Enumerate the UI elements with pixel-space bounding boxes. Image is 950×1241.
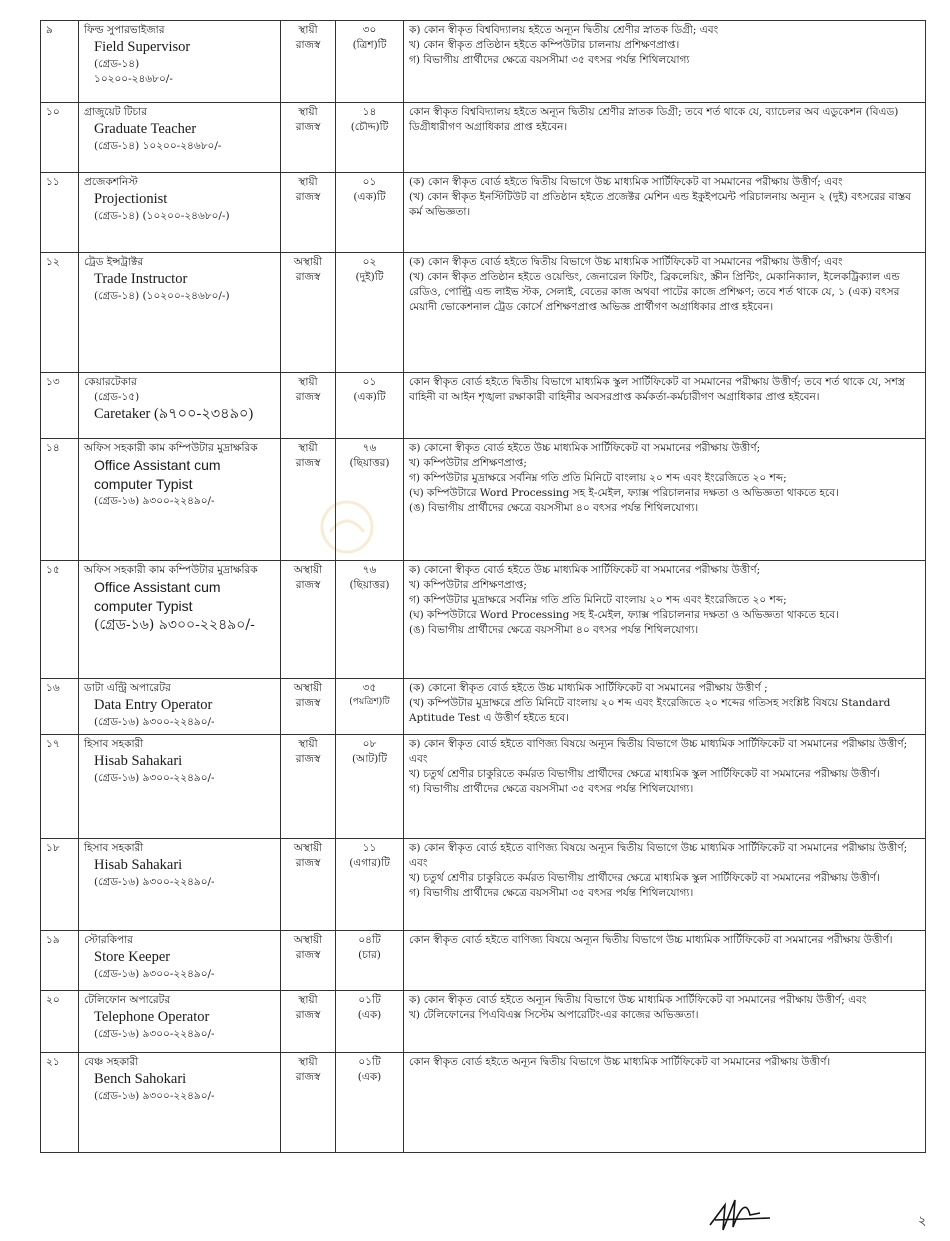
- qualification-line: (ঙ) বিভাগীয় প্রার্থীদের ক্ষেত্রে বয়সসীমা ৪০ বৎসর পর্যন্ত শিথিলযোগ্য।: [409, 623, 699, 636]
- table-row: [41, 21, 926, 103]
- post-count: ০১টি: [358, 994, 381, 1006]
- qualification-cell: [404, 931, 926, 991]
- qualification-line: কোন স্বীকৃত বোর্ড হইতে অন্যূন দ্বিতীয় বিভাগে উচ্চ মাধ্যমিক সার্টিফিকেট বা সমমানের পরীক্ষায় উত্তীর্ণ।: [409, 1056, 831, 1068]
- status-type: স্থায়ী: [298, 176, 318, 188]
- post-name-english-2: computer Typist: [94, 597, 193, 614]
- serial-number: ১৭: [41, 735, 79, 839]
- qualification-line: (ঘ) কম্পিউটারে Word Processing সহ ই-মেইল, ফ্যাক্স পরিচালনার দক্ষতা ও অভিজ্ঞতা থাকতে হবে।: [409, 608, 839, 621]
- status-type: অস্থায়ী: [293, 842, 323, 854]
- qualification-line: খ) চতুর্থ শ্রেণীর চাকুরিতে কর্মরত বিভাগীয় প্রার্থীদের ক্ষেত্রে মাধ্যমিক স্কুল সার্টিফিকেট বা সমমানের পরীক্ষায় উত্তীর্ণ।: [409, 767, 880, 780]
- table-row: [41, 561, 926, 679]
- qualification-line: (ঘ) কম্পিউটারে Word Processing সহ ই-মেইল, ফ্যাক্স পরিচালনার দক্ষতা ও অভিজ্ঞতা থাকতে হবে।: [409, 486, 839, 499]
- qualification-cell: [404, 991, 926, 1053]
- post-name-english: Trade Instructor: [94, 270, 188, 287]
- status-fund: রাজস্ব: [295, 120, 321, 133]
- post-name-english: Hisab Sahakari: [94, 752, 183, 769]
- post-count-words: (এক)টি: [353, 390, 386, 403]
- status-fund: রাজস্ব: [295, 456, 321, 469]
- qualification-line: (খ) কম্পিউটার মুদ্রাক্ষরে প্রতি মিনিটে বাংলায় ২০ শব্দ এবং ইংরেজিতে ২০ শব্দের গতিসহ সংশ্লিষ্ট বিষয়ে Standard Aptitude Test এ উত্তীর্ণ হইতে হবে।: [409, 696, 891, 724]
- status-fund: রাজস্ব: [295, 390, 321, 403]
- status-type: স্থায়ী: [298, 994, 318, 1006]
- post-name-bangla: ডাটা এন্ট্রি অপারেটর: [84, 682, 171, 694]
- qualification-line: খ) কম্পিউটার প্রশিক্ষণপ্রাপ্ত;: [409, 456, 527, 469]
- post-name-bangla: ট্রেড ইন্সট্রাক্টর: [84, 256, 144, 268]
- post-cell: [79, 931, 281, 991]
- table-row: [41, 1053, 926, 1153]
- post-name-english: Projectionist: [94, 190, 168, 207]
- qualification-line: গ) বিভাগীয় প্রার্থীদের ক্ষেত্রে বয়সসীমা ৩৫ বৎসর পর্যন্ত শিথিলযোগ্য।: [409, 886, 694, 899]
- serial-number: ১০: [41, 103, 79, 173]
- post-count-cell: [336, 373, 404, 439]
- qualification-cell: [404, 103, 926, 173]
- post-count-cell: [336, 839, 404, 931]
- post-cell: [79, 21, 281, 103]
- qualification-line: গ) কম্পিউটার মুদ্রাক্ষরে সর্বনিম্ন গতি প্রতি মিনিটে বাংলায় ২০ শব্দ এবং ইংরেজিতে ২০ শব্দ;: [409, 593, 787, 606]
- post-name-bangla: কেয়ারটেকার: [84, 376, 137, 388]
- post-cell: [79, 1053, 281, 1153]
- status-cell: [281, 991, 336, 1053]
- post-count: ০১: [362, 176, 377, 188]
- status-fund: রাজস্ব: [295, 1070, 321, 1083]
- status-type: অস্থায়ী: [293, 256, 323, 268]
- status-type: অস্থায়ী: [293, 682, 323, 694]
- post-cell: [79, 561, 281, 679]
- post-name-bangla: প্রজেকশনিস্ট: [84, 176, 138, 188]
- qualification-cell: [404, 839, 926, 931]
- post-name-english: Hisab Sahakari: [94, 856, 183, 873]
- table-row: [41, 931, 926, 991]
- pay-grade: (গ্রেড-১৬) ৯৩০০-২২৪৯০/-: [94, 1090, 215, 1103]
- pay-grade: (গ্রেড-১৬) ৯৩০০-২২৪৯০/-: [94, 772, 215, 785]
- qualification-line: (খ) কোন স্বীকৃত ইনস্টিটিউট বা প্রতিষ্ঠান হইতে প্রজেক্টর মেশিন এন্ড ইকুইপমেন্ট পরিচালনায় অন্যূন ২ (দুই) বৎসরের বাস্তব কর্ম অভিজ্ঞতা।: [409, 190, 912, 218]
- status-fund: রাজস্ব: [295, 578, 321, 591]
- post-count: ০১টি: [358, 1056, 381, 1068]
- table-row: [41, 103, 926, 173]
- post-count: ৭৬: [362, 564, 377, 576]
- status-cell: [281, 735, 336, 839]
- post-name-english: Bench Sahokari: [94, 1070, 187, 1087]
- serial-number: ২১: [41, 1053, 79, 1153]
- status-fund: রাজস্ব: [295, 948, 321, 961]
- post-count-cell: [336, 21, 404, 103]
- serial-number: ১৫: [41, 561, 79, 679]
- page-number: ২: [918, 1214, 927, 1229]
- post-count-words: (পয়ত্রিশ)টি: [349, 696, 390, 707]
- status-fund: রাজস্ব: [295, 38, 321, 51]
- post-count-cell: [336, 103, 404, 173]
- post-count-cell: [336, 991, 404, 1053]
- qualification-line: গ) বিভাগীয় প্রার্থীদের ক্ষেত্রে বয়সসীমা ৩৫ বৎসর পর্যন্ত শিথিলযোগ্য: [409, 53, 690, 66]
- qualification-cell: [404, 373, 926, 439]
- post-count: ৩৫: [362, 682, 377, 694]
- table-row: [41, 735, 926, 839]
- qualification-line: গ) কম্পিউটার মুদ্রাক্ষরে সর্বনিম্ন গতি প্রতি মিনিটে বাংলায় ২০ শব্দ এবং ইংরেজিতে ২০ শব্দ;: [409, 471, 787, 484]
- pay-grade: (গ্রেড-১৪) (১০২০০-২৪৬৮০/-): [94, 290, 230, 303]
- qualification-line: (ক) কোন স্বীকৃত বোর্ড হইতে দ্বিতীয় বিভাগে উচ্চ মাধ্যমিক সার্টিফিকেট বা সমমানের পরীক্ষায় উত্তীর্ণ; এবং: [409, 256, 843, 268]
- post-count-cell: [336, 735, 404, 839]
- post-cell: [79, 735, 281, 839]
- post-count-words: (এক)টি: [353, 190, 386, 203]
- post-count-words: (চৌদ্দ)টি: [350, 120, 389, 133]
- status-fund: রাজস্ব: [295, 752, 321, 765]
- qualification-cell: [404, 561, 926, 679]
- table-row: [41, 679, 926, 735]
- post-cell: [79, 991, 281, 1053]
- qualification-cell: [404, 679, 926, 735]
- post-name-english: Office Assistant cum: [94, 456, 221, 473]
- status-fund: রাজস্ব: [295, 696, 321, 709]
- pay-scale: ১০২০০-২৪৬৮০/-: [94, 73, 173, 86]
- post-name-english: Store Keeper: [94, 948, 171, 965]
- serial-number: ১৪: [41, 439, 79, 561]
- table-row: [41, 439, 926, 561]
- pay-grade: (গ্রেড-১৬) ৯৩০০-২২৪৯০/-: [94, 1028, 215, 1041]
- qualification-cell: [404, 735, 926, 839]
- post-count-cell: [336, 173, 404, 253]
- qualification-cell: [404, 1053, 926, 1153]
- post-count-cell: [336, 439, 404, 561]
- status-type: স্থায়ী: [298, 1056, 318, 1068]
- post-name-bangla: স্টোরকিপার: [84, 934, 133, 946]
- post-name-bangla: ফিল্ড সুপারভাইজার: [84, 24, 165, 36]
- pay-grade: (গ্রেড-১৬) ৯৩০০-২২৪৯০/-: [94, 716, 215, 729]
- status-type: অস্থায়ী: [293, 934, 323, 946]
- post-count-words: (এগার)টি: [349, 856, 390, 869]
- status-fund: রাজস্ব: [295, 270, 321, 283]
- table-row: [41, 991, 926, 1053]
- post-count-words: (এক): [357, 1070, 382, 1083]
- job-posts-table: [40, 20, 926, 1153]
- post-count: ৩০: [362, 24, 377, 36]
- qualification-cell: [404, 439, 926, 561]
- serial-number: ২০: [41, 991, 79, 1053]
- post-name-english: Graduate Teacher: [94, 120, 197, 137]
- qualification-line: (ক) কোন স্বীকৃত বোর্ড হইতে দ্বিতীয় বিভাগে উচ্চ মাধ্যমিক সার্টিফিকেট বা সমমানের পরীক্ষায় উত্তীর্ণ; এবং: [409, 176, 843, 188]
- post-name-english: Field Supervisor: [94, 38, 191, 55]
- pay-grade: (গ্রেড-১৬) ৯৩০০-২২৪৯০/-: [94, 876, 215, 889]
- post-name-english: Office Assistant cum: [94, 578, 221, 595]
- qualification-line: খ) চতুর্থ শ্রেণীর চাকুরিতে কর্মরত বিভাগীয় প্রার্থীদের ক্ষেত্রে মাধ্যমিক স্কুল সার্টিফিকেট বা সমমানের পরীক্ষায় উত্তীর্ণ।: [409, 871, 880, 884]
- status-cell: [281, 373, 336, 439]
- post-count-cell: [336, 1053, 404, 1153]
- table-row: [41, 373, 926, 439]
- post-name-bangla: গ্রাজুয়েট টিচার: [84, 106, 147, 118]
- post-cell: [79, 839, 281, 931]
- qualification-line: ক) কোন স্বীকৃত বিশ্ববিদ্যালয় হইতে অন্যূন দ্বিতীয় শ্রেণীর স্নাতক ডিগ্রী; এবং: [409, 24, 719, 36]
- post-cell: [79, 253, 281, 373]
- post-name-english-2: computer Typist: [94, 475, 193, 492]
- post-cell: [79, 439, 281, 561]
- status-cell: [281, 21, 336, 103]
- post-count-cell: [336, 253, 404, 373]
- qualification-line: খ) টেলিফোনের পিএবিএক্স সিস্টেম অপারেটিং-এর কাজের অভিজ্ঞতা।: [409, 1008, 699, 1021]
- status-type: স্থায়ী: [298, 376, 318, 388]
- pay-grade: (গ্রেড-১৪) ১০২০০-২৪৬৮০/-: [94, 140, 222, 153]
- post-count-words: (চার): [358, 948, 381, 961]
- pay-grade: (গ্রেড-১৪): [94, 58, 140, 71]
- post-name-bangla: হিসাব সহকারী: [84, 842, 144, 854]
- qualification-cell: [404, 253, 926, 373]
- qualification-line: গ) বিভাগীয় প্রার্থীদের ক্ষেত্রে বয়সসীমা ৩৫ বৎসর পর্যন্ত শিথিলযোগ্য।: [409, 782, 694, 795]
- post-cell: [79, 373, 281, 439]
- post-count-cell: [336, 931, 404, 991]
- status-cell: [281, 439, 336, 561]
- post-name-bangla: হিসাব সহকারী: [84, 738, 144, 750]
- status-type: স্থায়ী: [298, 106, 318, 118]
- serial-number: ১৩: [41, 373, 79, 439]
- status-cell: [281, 253, 336, 373]
- pay-grade: (গ্রেড-১৬) ৯৩০০-২২৪৯০/-: [94, 616, 255, 633]
- status-cell: [281, 103, 336, 173]
- qualification-line: ক) কোন স্বীকৃত বোর্ড হইতে বাণিজ্য বিষয়ে অন্যূন দ্বিতীয় বিভাগে উচ্চ মাধ্যমিক সার্টিফিকেট বা সমমানের পরীক্ষায় উত্তীর্ণ; এবং: [409, 842, 908, 869]
- post-count: ০৪টি: [358, 934, 381, 946]
- qualification-line: ক) কোনো স্বীকৃত বোর্ড হইতে উচ্চ মাধ্যমিক সার্টিফিকেট বা সমমানের পরীক্ষায় উত্তীর্ণ;: [409, 564, 761, 576]
- post-count: ১১: [362, 842, 377, 854]
- status-type: স্থায়ী: [298, 442, 318, 454]
- qualification-line: (ক) কোনো স্বীকৃত বোর্ড হইতে উচ্চ মাধ্যমিক সার্টিফিকেট বা সমমানের পরীক্ষায় উত্তীর্ণ ;: [409, 682, 768, 694]
- post-count-words: (ত্রিশ)টি: [352, 38, 387, 51]
- post-count: ০৮: [362, 738, 377, 750]
- table-row: [41, 253, 926, 373]
- qualification-line: কোন স্বীকৃত বোর্ড হইতে বাণিজ্য বিষয়ে অন্যূন দ্বিতীয় বিভাগে উচ্চ মাধ্যমিক সার্টিফিকেট বা সমমানের পরীক্ষায় উত্তীর্ণ।: [409, 934, 893, 946]
- qualification-line: খ) কম্পিউটার প্রশিক্ষণপ্রাপ্ত;: [409, 578, 527, 591]
- status-fund: রাজস্ব: [295, 190, 321, 203]
- post-name-bangla: অফিস সহকারী কাম কম্পিউটার মুদ্রাক্ষরিক: [84, 442, 258, 454]
- serial-number: ১৯: [41, 931, 79, 991]
- status-cell: [281, 679, 336, 735]
- post-name-bangla: বেঞ্চ সহকারী: [84, 1056, 139, 1068]
- signature: [705, 1185, 775, 1235]
- status-fund: রাজস্ব: [295, 1008, 321, 1021]
- post-name-english: Telephone Operator: [94, 1008, 210, 1025]
- pay-grade: (গ্রেড-১৬) ৯৩০০-২২৪৯০/-: [94, 494, 215, 507]
- serial-number: ১১: [41, 173, 79, 253]
- post-count: ৭৬: [362, 442, 377, 454]
- post-cell: [79, 173, 281, 253]
- post-count-words: (আট)টি: [352, 752, 387, 765]
- post-count: ১৪: [362, 106, 377, 118]
- serial-number: ১৬: [41, 679, 79, 735]
- table-row: [41, 173, 926, 253]
- status-type: স্থায়ী: [298, 24, 318, 36]
- qualification-cell: [404, 173, 926, 253]
- qualification-line: ক) কোনো স্বীকৃত বোর্ড হইতে উচ্চ মাধ্যমিক সার্টিফিকেট বা সমমানের পরীক্ষায় উত্তীর্ণ;: [409, 442, 761, 454]
- qualification-line: ক) কোন স্বীকৃত বোর্ড হইতে বাণিজ্য বিষয়ে অন্যূন দ্বিতীয় বিভাগে উচ্চ মাধ্যমিক সার্টিফিকেট বা সমমানের পরীক্ষায় উত্তীর্ণ; এবং: [409, 738, 908, 765]
- table-row: [41, 839, 926, 931]
- serial-number: ১২: [41, 253, 79, 373]
- post-name-english: Data Entry Operator: [94, 696, 213, 713]
- status-cell: [281, 1053, 336, 1153]
- qualification-line: কোন স্বীকৃত বোর্ড হইতে দ্বিতীয় বিভাগে মাধ্যমিক স্কুল সার্টিফিকেট বা সমমানের পরীক্ষায় উত্তীর্ণ; তবে শর্ত থাকে যে, সশস্ত্র বাহিনী বা আইন শৃঙ্খলা রক্ষাকারী বাহিনীর অবসরপ্রাপ্ত কর্মকর্তা-কর্মচারীগণ অগ্রাধিকার প্রাপ্ত হইবেন।: [409, 376, 905, 403]
- post-count: ০১: [362, 376, 377, 388]
- post-name-bangla: টেলিফোন অপারেটর: [84, 994, 171, 1006]
- pay-grade: (গ্রেড-১৫): [94, 390, 140, 403]
- qualification-line: (ঙ) বিভাগীয় প্রার্থীদের ক্ষেত্রে বয়সসীমা ৪০ বৎসর পর্যন্ত শিথিলযোগ্য।: [409, 501, 699, 514]
- qualification-line: (খ) কোন স্বীকৃত প্রতিষ্ঠান হইতে ওয়েল্ডিং, জেনারেল ফিটিং, ব্রিকলেয়িং, স্ক্রীন প্রিন্টিং, মেকানিক্যাল, ইলেকট্রিক্যাল এন্ড রেডিও, পোল্ট্রি এন্ড লাইভ স্টক, সেলাই, বেতের কাজ অথবা পাটের কাজে প্রশিক্ষণ; তবে শর্ত থাকে যে, ১ (এক) বৎসর মেয়াদী ভোকেশনাল ট্রেড কোর্সে প্রশিক্ষণপ্রাপ্ত অভিজ্ঞ প্রার্থীগণ অগ্রাধিকার প্রাপ্ত হইবেন।: [409, 270, 900, 313]
- qualification-line: খ) কোন স্বীকৃত প্রতিষ্ঠান হইতে কম্পিউটার চালনায় প্রশিক্ষণপ্রাপ্ত।: [409, 38, 680, 51]
- pay-grade: (গ্রেড-১৪) (১০২০০-২৪৬৮০/-): [94, 210, 230, 223]
- serial-number: ১৮: [41, 839, 79, 931]
- post-cell: [79, 103, 281, 173]
- status-type: স্থায়ী: [298, 738, 318, 750]
- post-count-cell: [336, 679, 404, 735]
- post-count-words: (দুই)টি: [355, 270, 384, 283]
- qualification-line: ক) কোন স্বীকৃত বোর্ড হইতে অন্যূন দ্বিতীয় বিভাগে উচ্চ মাধ্যমিক সার্টিফিকেট বা সমমানের পরীক্ষায় উত্তীর্ণ; এবং: [409, 994, 867, 1006]
- post-count-words: (ছিয়াত্তর): [349, 578, 390, 591]
- status-cell: [281, 931, 336, 991]
- post-count-words: (এক): [357, 1008, 382, 1021]
- status-type: অস্থায়ী: [293, 564, 323, 576]
- post-count-words: (ছিয়াত্তর): [349, 456, 390, 469]
- qualification-line: কোন স্বীকৃত বিশ্ববিদ্যালয় হইতে অন্যূন দ্বিতীয় শ্রেণীর স্নাতক ডিগ্রী; তবে শর্ত থাকে যে, ব্যাচেলর অব এডুকেশন (বিএড) ডিগ্রীধারীগণ অগ্রাধিকার প্রাপ্ত হইবেন।: [409, 106, 899, 133]
- serial-number: ৯: [41, 21, 79, 103]
- post-name-bangla: অফিস সহকারী কাম কম্পিউটার মুদ্রাক্ষরিক: [84, 564, 258, 576]
- post-cell: [79, 679, 281, 735]
- qualification-cell: [404, 21, 926, 103]
- status-cell: [281, 561, 336, 679]
- post-name-english: Caretaker (৯৭০০-২৩৪৯০): [94, 405, 254, 422]
- status-cell: [281, 839, 336, 931]
- post-count-cell: [336, 561, 404, 679]
- post-count: ০২: [362, 256, 377, 268]
- pay-grade: (গ্রেড-১৬) ৯৩০০-২২৪৯০/-: [94, 968, 215, 981]
- status-cell: [281, 173, 336, 253]
- status-fund: রাজস্ব: [295, 856, 321, 869]
